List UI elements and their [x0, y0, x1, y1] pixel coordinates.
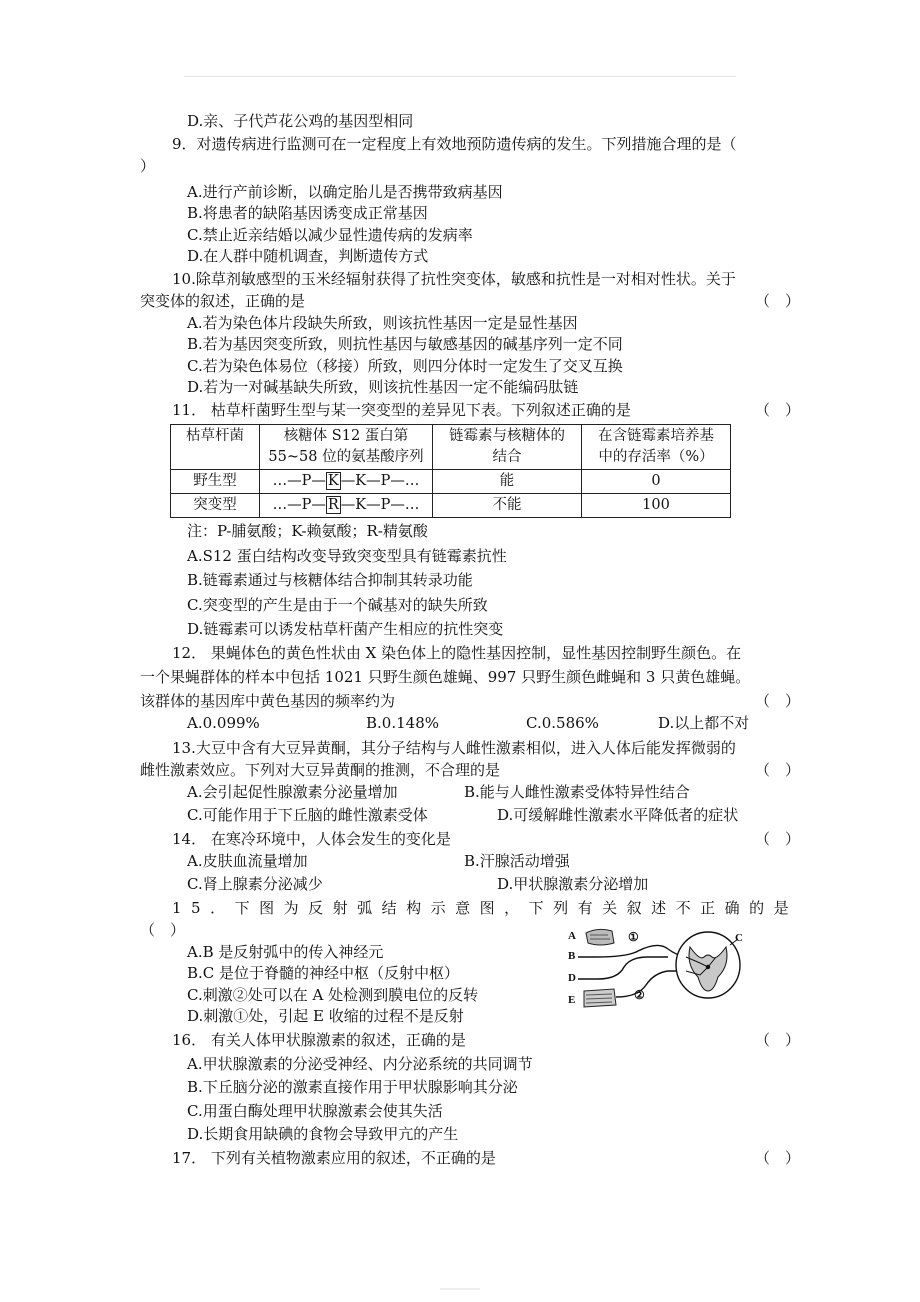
spinal-cord: [676, 932, 740, 998]
q10-stem-line2-row: [140, 290, 800, 312]
q12-stem-line1: 12． 果蝇体色的黄色性状由 X 染色体上的隐性基因控制，显性基因控制野生颜色。在: [172, 643, 742, 662]
question-9: [140, 133, 800, 267]
q11-option-b: B.链霉素通过与核糖体结合抑制其转录功能: [187, 571, 473, 589]
q10-stem-line1: 10.除草剂敏感型的玉米经辐射获得了抗性突变体，敏感和抗性是一对相对性状。关于: [172, 269, 736, 288]
q14-option-a: A.皮肤血流量增加: [187, 851, 308, 870]
q15-option-a: A.B 是反射弧中的传入神经元: [187, 942, 384, 961]
q12-option-a: A.0.099%: [187, 713, 260, 732]
q15-stem-line1: 15．下图为反射弧结构示意图，下列有关叙述不正确的是: [172, 898, 799, 917]
question-13: [140, 737, 800, 827]
q11-option-c: C.突变型的产生是由于一个碱基对的缺失所致: [187, 595, 488, 614]
q9-option-a: A.进行产前诊断，以确定胎儿是否携带致病基因: [187, 182, 503, 201]
q10-stem-line2: 突变体的叙述，正确的是: [140, 291, 306, 310]
nerve-pathways: [578, 945, 686, 997]
diagram-label-e: E: [568, 993, 576, 1006]
table-row: [171, 469, 731, 493]
row-mutant-sequence: [260, 493, 433, 517]
q16-option-a: A.甲状腺激素的分泌受神经、内分泌系统的共同调节: [187, 1054, 533, 1073]
row-mutant-name: 突变型: [171, 493, 260, 517]
q15-stem-line2: （ ）: [140, 920, 186, 939]
table-header-survival-line2: 中的存活率（%）: [598, 448, 714, 465]
q12-option-b: B.0.148%: [366, 713, 439, 732]
table-header-strain: 枯草杆菌: [171, 424, 260, 469]
q17-stem: 17． 下列有关植物激素应用的叙述，不正确的是: [172, 1148, 496, 1167]
diagram-label-c: C: [735, 931, 743, 944]
row-wild-survival: 0: [582, 469, 731, 493]
row-wild-sequence: [260, 469, 433, 493]
q14-option-b: B.汗腺活动增强: [464, 851, 570, 870]
q11-option-d: D.链霉素可以诱发枯草杆菌产生相应的抗性突变: [187, 620, 504, 638]
q9-option-d: D.在人群中随机调查，判断遗传方式: [187, 247, 429, 265]
row-wild-name: 野生型: [171, 469, 260, 493]
row-wild-binding: 能: [433, 469, 582, 493]
question-12: [140, 642, 800, 736]
q12-answer-bracket: （ ）: [754, 691, 800, 710]
q13-options-row2: [187, 804, 800, 827]
q17-answer-bracket: （ ）: [754, 1148, 800, 1167]
q10-option-a: A.若为染色体片段缺失所致，则该抗性基因一定是显性基因: [187, 313, 578, 332]
q11-stem-row: [172, 399, 800, 421]
q9-option-c: C.禁止近亲结婚以减少显性遗传病的发病率: [187, 225, 473, 244]
q14-options-row1: [187, 850, 800, 873]
q10-option-b: B.若为基因突变所致，则抗性基因与敏感基因的碱基序列一定不同: [187, 335, 623, 353]
q11-table-note: 注：P-脯氨酸；K-赖氨酸；R-精氨酸: [187, 521, 428, 540]
q10-option-d: D.若为一对碱基缺失所致，则该抗性基因一定不能编码肽链: [187, 378, 579, 396]
question-11: [140, 399, 800, 640]
q14-stem-row: [172, 828, 800, 850]
q16-option-c: C.用蛋白酶处理甲状腺激素会使其失活: [187, 1101, 443, 1120]
q13-option-c: C.可能作用于下丘脑的雌性激素受体: [187, 805, 428, 824]
table-header-sequence: [260, 424, 433, 469]
q13-options-row1: [187, 781, 800, 804]
table-header-sequence-line2: 55~58 位的氨基酸序列: [268, 448, 424, 465]
q14-option-d: D.甲状腺激素分泌增加: [497, 874, 649, 893]
q17-stem-row: [172, 1147, 800, 1169]
q9-stem: [172, 133, 800, 155]
q12-option-d: D.以上都不对: [658, 713, 750, 732]
table-header-survival: [582, 424, 731, 469]
q9-stem-line1: 9．对遗传病进行监测可在一定程度上有效地预防遗传病的发生。下列措施合理的是（: [172, 134, 737, 153]
q11-answer-bracket: （ ）: [754, 400, 800, 419]
q9-option-b: B.将患者的缺陷基因诱变成正常基因: [187, 204, 428, 222]
q13-stem-line1: 13.大豆中含有大豆异黄酮，其分子结构与人雌性激素相似，进入人体后能发挥微弱的: [172, 738, 736, 757]
table-header-binding: [433, 424, 582, 469]
question-16: [140, 1029, 800, 1145]
effector-muscle: [584, 989, 616, 1007]
q8-option-d: D.亲、子代芦花公鸡的基因型相同: [187, 112, 414, 130]
afferent-nerve: [578, 945, 686, 957]
diagram-label-b: B: [568, 949, 576, 962]
q15-option-b: B.C 是位于脊髓的神经中枢（反射中枢）: [187, 964, 460, 982]
row-mutant-seq-pre: …—P—: [272, 496, 326, 513]
q12-options: [187, 712, 800, 736]
question-10: [140, 268, 800, 398]
row-wild-seq-box: K: [327, 472, 339, 489]
q12-option-c: C.0.586%: [526, 713, 599, 732]
diagram-label-circle-2: ②: [634, 987, 645, 1002]
efferent-nerve: [616, 971, 686, 997]
table-row: [171, 493, 731, 517]
q14-option-c: C.肾上腺素分泌减少: [187, 874, 323, 893]
row-mutant-seq-post: —K—P—…: [340, 496, 420, 513]
diagram-label-d: D: [568, 971, 576, 984]
row-mutant-binding: 不能: [433, 493, 582, 517]
question-15: [140, 897, 800, 1027]
row-mutant-seq-box: R: [327, 496, 339, 513]
q14-answer-bracket: （ ）: [754, 829, 800, 848]
table-header-binding-line1: 链霉素与核糖体的: [449, 427, 565, 444]
q11-comparison-table: [170, 424, 731, 518]
q16-option-d: D.长期食用缺碘的食物会导致甲亢的产生: [187, 1125, 459, 1143]
q16-answer-bracket: （ ）: [754, 1030, 800, 1049]
q11-option-a: A.S12 蛋白结构改变导致突变型具有链霉素抗性: [187, 546, 507, 565]
reflex-arc-diagram: [568, 927, 758, 1032]
diagram-label-circle-1: ①: [628, 929, 639, 944]
q15-option-c: C.刺激②处可以在 A 处检测到膜电位的反转: [187, 985, 479, 1004]
table-header-sequence-line1: 核糖体 S12 蛋白第: [283, 427, 409, 444]
q16-stem-row: [172, 1029, 800, 1051]
q13-option-d: D.可缓解雌性激素水平降低者的症状: [497, 805, 739, 824]
q16-option-b: B.下丘脑分泌的激素直接作用于甲状腺影响其分泌: [187, 1078, 518, 1096]
q13-stem-line2-row: [140, 759, 800, 781]
q12-stem-line2: 一个果蝇群体的样本中包括 1021 只野生颜色雄蝇、997 只野生颜色雌蝇和 3 只黄色雄蝇。: [140, 667, 751, 686]
q11-stem: 11． 枯草杆菌野生型与某一突变型的差异见下表。下列叙述正确的是: [172, 400, 631, 419]
q14-options-row2: [187, 873, 800, 896]
row-mutant-survival: 100: [582, 493, 731, 517]
q16-stem: 16． 有关人体甲状腺激素的叙述，正确的是: [172, 1030, 466, 1049]
table-header-binding-line2: 结合: [492, 448, 522, 465]
q10-answer-bracket: （ ）: [754, 291, 800, 310]
q10-option-c: C.若为染色体易位（移接）所致，则四分体时一定发生了交叉互换: [187, 356, 623, 375]
q9-stem-line2: ）: [140, 156, 156, 175]
q14-stem: 14． 在寒冷环境中，人体会发生的变化是: [172, 829, 451, 848]
question-14: [140, 828, 800, 896]
diagram-label-a: A: [568, 929, 576, 942]
q13-option-b: B.能与人雌性激素受体特异性结合: [464, 782, 690, 801]
q15-option-d: D.刺激①处，引起 E 收缩的过程不是反射: [187, 1007, 464, 1025]
q12-stem-line3: 该群体的基因库中黄色基因的频率约为: [140, 691, 396, 710]
table-header-row: [171, 424, 731, 469]
row-wild-seq-post: —K—P—…: [340, 472, 420, 489]
row-wild-seq-pre: …—P—: [272, 472, 326, 489]
q13-stem-line2: 雌性激素效应。下列对大豆异黄酮的推测，不合理的是: [140, 760, 501, 779]
q12-stem-line3-row: [140, 690, 800, 712]
exam-page: [140, 110, 800, 1169]
q13-answer-bracket: （ ）: [754, 760, 800, 779]
footer-rule: [440, 1288, 480, 1290]
question-17: [140, 1147, 800, 1169]
header-rule: [184, 76, 736, 77]
table-header-survival-line1: 在含链霉素培养基: [598, 427, 714, 444]
receptor-skin: [586, 929, 614, 945]
q13-option-a: A.会引起促性腺激素分泌量增加: [187, 782, 398, 801]
